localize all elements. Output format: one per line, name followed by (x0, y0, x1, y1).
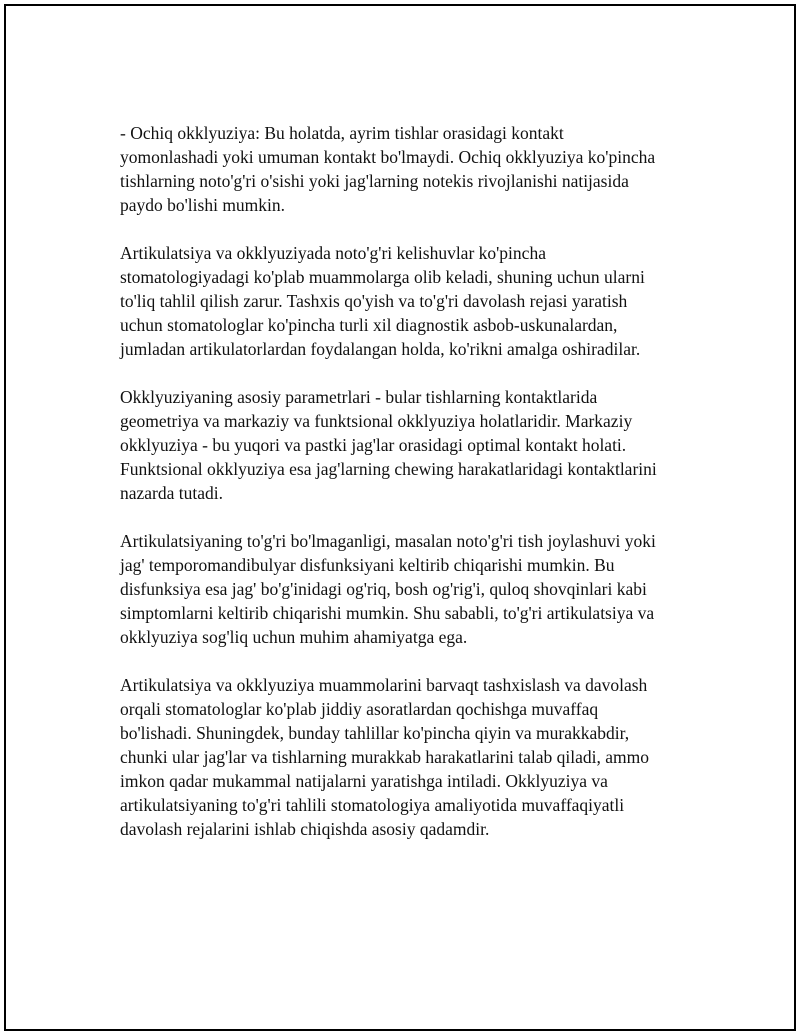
text-line: Artikulatsiya va okklyuziyada noto'g'ri kelishuvlar ko'pincha (120, 243, 546, 263)
text-line: disfunksiya esa jag' bo'g'inidagi og'riq, bosh og'rig'i, quloq shovqinlari kabi (120, 579, 647, 599)
text-line: simptomlarni keltirib chiqarishi mumkin. Shu sababli, to'g'ri artikulatsiya va (120, 603, 655, 623)
paragraph-early-diagnosis (120, 673, 700, 841)
paragraph-misalignment (120, 241, 700, 361)
text-line: paydo bo'lishi mumkin. (120, 195, 286, 215)
text-line: tishlarning noto'g'ri o'sishi yoki jag'larning notekis rivojlanishi natijasida (120, 171, 629, 191)
text-line: stomatologiyadagi ko'plab muammolarga olib keladi, shuning uchun ularni (120, 267, 645, 287)
text-line: nazarda tutadi. (120, 483, 224, 503)
text-line: yomonlashadi yoki umuman kontakt bo'lmaydi. Ochiq okklyuziya ko'pincha (120, 147, 656, 167)
page-frame (4, 4, 796, 1031)
text-line: chunki ular jag'lar va tishlarning murakkab harakatlarini talab qiladi, ammo (120, 747, 649, 767)
text-line: Artikulatsiya va okklyuziya muammolarini barvaqt tashxislash va davolash (120, 675, 648, 695)
text-line: okklyuziya sog'liq uchun muhim ahamiyatga ega. (120, 627, 468, 647)
text-line: - Ochiq okklyuziya: Bu holatda, ayrim tishlar orasidagi kontakt (120, 123, 564, 143)
paragraph-occlusion-parameters (120, 385, 700, 505)
text-line: geometriya va markaziy va funktsional okklyuziya holatlaridir. Markaziy (120, 411, 633, 431)
text-line: orqali stomatologlar ko'plab jiddiy asoratlardan qochishga muvaffaq (120, 699, 599, 719)
text-line: okklyuziya - bu yuqori va pastki jag'lar orasidagi optimal kontakt holati. (120, 435, 627, 455)
text-line: artikulatsiyaning to'g'ri tahlili stomatologiya amaliyotida muvaffaqiyatli (120, 795, 625, 815)
text-line: to'liq tahlil qilish zarur. Tashxis qo'yish va to'g'ri davolash rejasi yaratish (120, 291, 628, 311)
text-line: jumladan artikulatorlardan foydalangan holda, ko'rikni amalga oshiradilar. (120, 339, 641, 359)
text-line: Okklyuziyaning asosiy parametrlari - bular tishlarning kontaktlarida (120, 387, 598, 407)
text-line: davolash rejalarini ishlab chiqishda asosiy qadamdir. (120, 819, 490, 839)
document-body (120, 121, 700, 865)
text-line: Artikulatsiyaning to'g'ri bo'lmaganligi, masalan noto'g'ri tish joylashuvi yoki (120, 531, 656, 551)
text-line: bo'lishadi. Shuningdek, bunday tahlillar ko'pincha qiyin va murakkabdir, (120, 723, 630, 743)
paragraph-open-occlusion (120, 121, 700, 217)
text-line: Funktsional okklyuziya esa jag'larning chewing harakatlaridagi kontaktlarini (120, 459, 657, 479)
paragraph-tmj-dysfunction (120, 529, 700, 649)
text-line: imkon qadar mukammal natijalarni yaratishga intiladi. Okklyuziya va (120, 771, 608, 791)
text-line: jag' temporomandibulyar disfunksiyani keltirib chiqarishi mumkin. Bu (120, 555, 615, 575)
text-line: uchun stomatologlar ko'pincha turli xil diagnostik asbob-uskunalardan, (120, 315, 618, 335)
